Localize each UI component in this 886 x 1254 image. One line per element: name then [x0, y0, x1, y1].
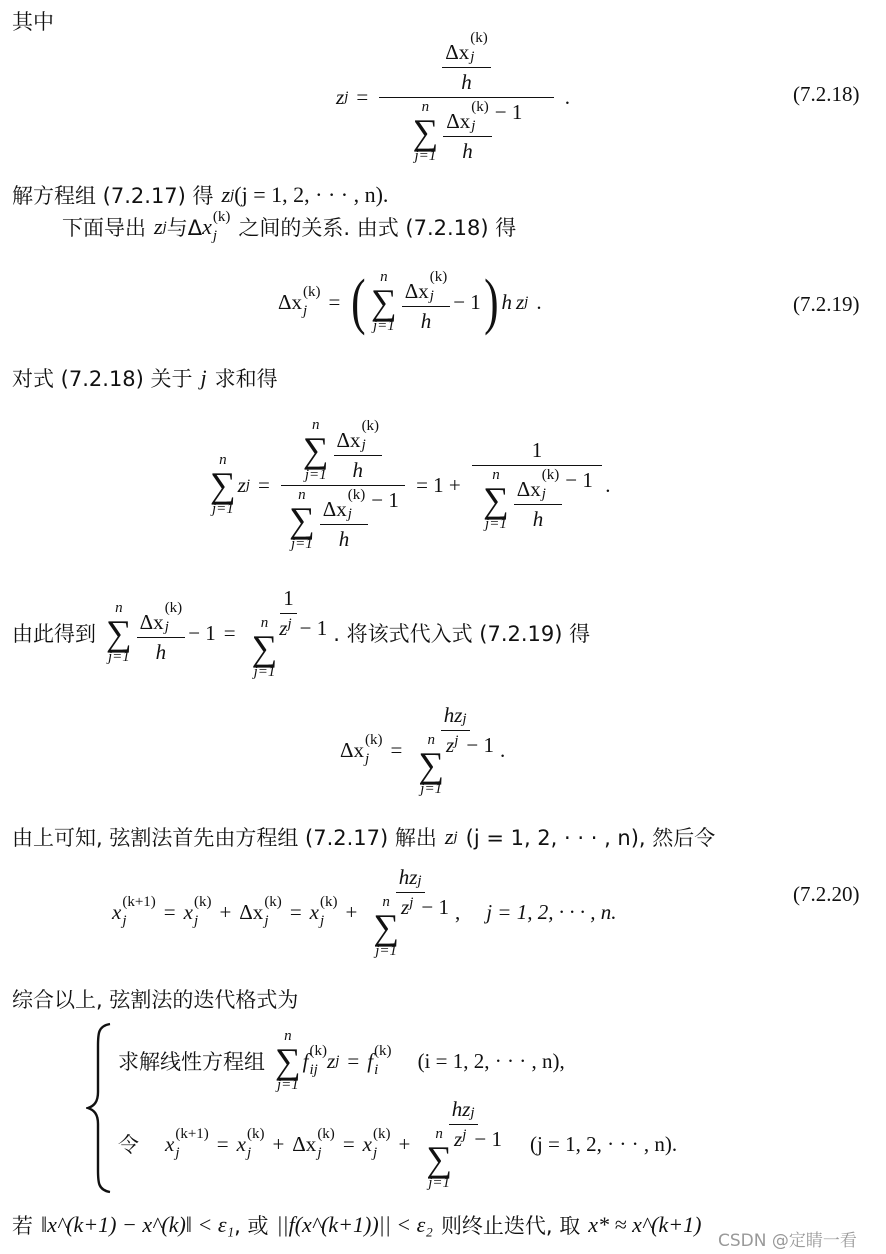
equation-iteration: [165, 1097, 677, 1191]
sum-lower: j=1: [428, 1175, 451, 1192]
summation: n ∑ j=1: [373, 893, 399, 960]
sum-lower: j=1: [375, 943, 398, 960]
equals-sign: =: [347, 1048, 360, 1073]
hz-symbol: hz: [443, 702, 463, 727]
h-symbol: h: [461, 69, 472, 94]
approx-solution: x* ≈ x^(k+1): [588, 1212, 702, 1237]
superscript-k: (k): [246, 1126, 265, 1142]
subscript-j: j: [361, 436, 366, 453]
sum-upper: n: [492, 466, 500, 483]
equals-sign: =: [258, 472, 270, 497]
superscript-k1: (k+1): [122, 894, 156, 910]
left-brace-icon: [86, 1022, 114, 1194]
x-symbol: x: [183, 899, 193, 924]
delta-x: Δx: [516, 476, 541, 501]
plus-sign: +: [272, 1131, 285, 1156]
superscript-k: (k): [429, 269, 448, 285]
case2-tail: (j = 1, 2, · · · , n).: [529, 1131, 678, 1156]
h-symbol: h: [501, 289, 512, 314]
minus-one: − 1: [299, 615, 328, 640]
sum-upper: n: [435, 1125, 443, 1142]
delta-x: Δx: [445, 39, 470, 64]
summation: n ∑ j=1: [106, 599, 132, 666]
f-symbol: f: [367, 1048, 374, 1073]
sum-lower: j=1: [304, 466, 327, 483]
equals-sign: =: [289, 899, 302, 924]
fraction-delta-over-h: [137, 601, 186, 665]
stop-condition-1: ‖x^(k+1) − x^(k)‖ < ε₁: [41, 1212, 235, 1237]
subscript-j: j: [409, 894, 414, 911]
equation-7-2-19: [278, 262, 542, 342]
plus-sign: +: [398, 1131, 411, 1156]
subscript-j: j: [470, 48, 475, 65]
superscript-k: (k): [264, 894, 282, 910]
h-symbol: h: [155, 640, 167, 664]
x-symbol: x: [236, 1131, 246, 1156]
hz-symbol: hz: [398, 864, 418, 889]
index-range: j = 1, 2, · · · , n.: [486, 899, 617, 924]
summation: n ∑ j=1: [289, 486, 315, 552]
z-symbol: z: [444, 824, 454, 849]
delta-x: Δx: [322, 496, 347, 521]
subscript-j: j: [365, 751, 370, 767]
subscript-j: j: [429, 288, 434, 304]
minus-one: − 1: [474, 1126, 502, 1151]
subscript-j: j: [245, 476, 251, 493]
comma: ,: [454, 899, 461, 924]
z-symbol: z: [154, 214, 163, 239]
minus-one: − 1: [371, 487, 399, 512]
subscript-j: j: [471, 117, 476, 134]
superscript-k: (k): [164, 600, 183, 616]
equals-sign: =: [223, 620, 236, 645]
x-symbol: x: [309, 899, 319, 924]
subscript-j: j: [372, 1145, 378, 1161]
sum-upper: n: [421, 98, 430, 115]
text-youshang-head: 由上可知, 弦割法首先由方程组 (7.2.17) 解出: [12, 826, 437, 850]
subscript-j: j: [541, 485, 546, 502]
text-xiamian-mid: 与Δ: [166, 216, 203, 240]
case1-tail: (i = 1, 2, · · · , n),: [417, 1048, 565, 1073]
equals-sign: =: [328, 289, 341, 314]
subscript-j: j: [287, 615, 292, 632]
subscript-j: j: [122, 913, 127, 929]
subscript-ij: ij: [309, 1062, 318, 1078]
superscript-k: (k): [365, 732, 383, 748]
superscript-k: (k): [212, 209, 231, 225]
subscript-j: j: [246, 1145, 252, 1161]
subscript-j: j: [417, 872, 422, 889]
case-line-1: [118, 1026, 565, 1096]
z-symbol: z: [279, 615, 288, 640]
plus-sign: +: [219, 899, 232, 924]
equals-sign: =: [216, 1131, 229, 1156]
sum-upper: n: [298, 486, 306, 503]
equals-sign: =: [390, 737, 403, 762]
superscript-k: (k): [471, 98, 489, 115]
x-symbol: x: [112, 899, 122, 924]
z-symbol: z: [446, 732, 455, 757]
text-dui-tail: 求和得: [214, 367, 278, 391]
left-paren: (: [351, 268, 366, 336]
case2-label: 令: [118, 1133, 139, 1157]
delta-x: Δx: [239, 899, 264, 924]
equation-7-2-20: [112, 862, 616, 962]
equation-delta-x: [340, 700, 505, 800]
subscript-i: i: [374, 1062, 379, 1078]
summation: n ∑ j=1: [412, 98, 439, 165]
equation-linear-system: [273, 1029, 565, 1093]
equals-sign: =: [163, 899, 176, 924]
delta-x: Δx: [340, 737, 365, 762]
right-paren: ): [483, 268, 499, 336]
numerator-one: 1: [472, 438, 603, 466]
text-last-line: [12, 1210, 701, 1240]
fraction-hz-over-sum: [413, 703, 497, 797]
text-huo: , 或: [234, 1214, 269, 1238]
equation-number-18: (7.2.18): [793, 82, 860, 106]
sum-upper: n: [260, 614, 269, 631]
summation: n ∑ j=1: [483, 466, 509, 533]
period: .: [605, 472, 611, 497]
fraction-delta-over-h: [514, 468, 563, 532]
z-symbol: z: [515, 289, 525, 314]
delta-x: Δx: [336, 427, 361, 452]
subscript-j: j: [319, 913, 325, 929]
subscript-j: j: [524, 293, 529, 310]
summation: n ∑ j=1: [426, 1125, 452, 1192]
superscript-k: (k): [309, 1043, 328, 1059]
period: .: [499, 737, 506, 762]
superscript-k: (k): [193, 894, 212, 910]
sum-upper: n: [311, 417, 320, 434]
fraction-delta-over-h: [334, 419, 383, 483]
summation: n ∑ j=1: [302, 417, 329, 483]
z-symbol: z: [327, 1048, 336, 1073]
subscript-j: j: [264, 913, 269, 929]
subscript-j: j: [462, 710, 467, 727]
text-xiamian-head: 下面导出: [62, 216, 146, 240]
subscript-j: j: [175, 1145, 180, 1161]
equation-sum-zj: [208, 405, 611, 565]
h-symbol: h: [338, 526, 350, 551]
text-jie: [12, 180, 388, 210]
minus-one: − 1: [466, 732, 494, 757]
numerator-one: 1: [280, 586, 297, 614]
subscript-j: j: [303, 303, 308, 319]
period: .: [536, 289, 542, 314]
z-symbol: z: [336, 85, 345, 109]
sum-lower: j=1: [372, 318, 395, 335]
delta-x: Δx: [139, 610, 164, 634]
fraction-delta-over-h: [442, 31, 491, 95]
superscript-k: (k): [361, 417, 380, 434]
sum-lower: j=1: [107, 649, 130, 666]
text-youci: [12, 578, 590, 688]
text-youshang: [12, 822, 715, 852]
h-symbol: h: [462, 138, 473, 163]
text-youshang-tail: (j = 1, 2, · · · , n), 然后令: [465, 826, 716, 850]
f-symbol: f: [302, 1048, 309, 1073]
text-qizhong: 其中: [12, 10, 54, 34]
sum-upper: n: [284, 1027, 292, 1044]
equals-one-plus: = 1 +: [416, 472, 461, 497]
subscript-j: j: [212, 228, 218, 244]
summation: n ∑ j=1: [275, 1027, 301, 1094]
j-symbol: j: [200, 365, 207, 390]
summation: n ∑ j=1: [251, 614, 278, 681]
sum-upper: n: [427, 731, 435, 748]
text-xiamian-tail: 之间的关系. 由式 (7.2.18) 得: [238, 216, 517, 240]
superscript-k: (k): [470, 29, 488, 46]
delta-x: Δx: [278, 289, 303, 314]
z-symbol: z: [454, 1126, 463, 1151]
sum-lower: j=1: [485, 516, 507, 533]
case-line-2: [118, 1094, 677, 1194]
superscript-k: (k): [303, 284, 321, 300]
subscript-j: j: [193, 913, 199, 929]
summation: n ∑ j=1: [418, 731, 445, 798]
fraction-main: [379, 31, 554, 164]
subscript-j: j: [317, 1145, 322, 1161]
text-zonghe: 综合以上, 弦割法的迭代格式为: [12, 988, 299, 1012]
fraction-hz-over-sum: [421, 1097, 505, 1191]
superscript-k: (k): [347, 486, 366, 503]
superscript-k: (k): [319, 894, 338, 910]
sum-lower: j=1: [276, 1077, 299, 1094]
sum-lower: j=1: [211, 501, 234, 518]
equation-number-19: (7.2.19): [793, 292, 860, 316]
equation-number-20: (7.2.20): [793, 882, 860, 906]
minus-one: − 1: [421, 894, 449, 919]
z-symbol: z: [221, 182, 231, 207]
fraction-delta-over-h: [402, 270, 451, 334]
delta-x: Δx: [446, 108, 471, 133]
minus-one: − 1: [453, 289, 481, 314]
subscript-j: j: [335, 1052, 340, 1069]
z-symbol: z: [237, 472, 246, 497]
summation: n ∑ j=1: [210, 451, 236, 518]
sum-upper: n: [115, 599, 123, 616]
text-ruo: 若: [12, 1214, 33, 1238]
delta-x: Δx: [292, 1131, 317, 1156]
minus-one: − 1: [565, 467, 593, 492]
subscript-j: j: [453, 828, 458, 845]
superscript-k1: (k+1): [175, 1126, 209, 1142]
x-symbol: x: [165, 1131, 175, 1156]
equals-sign: =: [342, 1131, 355, 1156]
z-symbol: z: [401, 894, 410, 919]
fraction-delta-over-h: [443, 100, 492, 164]
subscript-j: j: [162, 218, 167, 235]
text-youci-head: 由此得到: [12, 622, 96, 646]
text-dui-head: 对式 (7.2.18) 关于: [12, 367, 193, 391]
fraction-delta-over-h: [320, 488, 369, 552]
subscript-j: j: [454, 732, 459, 749]
text-last-tail: 则终止迭代, 取: [440, 1214, 581, 1238]
subscript-j: j: [344, 89, 349, 105]
equation-7-2-18: [336, 30, 570, 165]
text-xiamian: 下面导出 z j 与Δ x (k) j 之间的关系. 由式 (7.2.18) 得: [62, 209, 517, 244]
watermark: CSDN @定睛一看: [718, 1231, 857, 1251]
text-jie-tail: (j = 1, 2, · · · , n).: [234, 182, 389, 207]
fraction-hz-over-sum: [368, 865, 452, 959]
superscript-k: (k): [372, 1126, 391, 1142]
h-symbol: h: [420, 309, 432, 333]
equation-inline-youci: [104, 586, 333, 680]
sum-upper: n: [219, 451, 227, 468]
sum-upper: n: [380, 268, 388, 285]
superscript-k: (k): [374, 1043, 392, 1059]
text-dui: [12, 363, 278, 393]
x-symbol: x: [362, 1131, 372, 1156]
superscript-k: (k): [317, 1126, 335, 1142]
sum-upper: n: [382, 893, 390, 910]
text-youci-tail: . 将该式代入式 (7.2.19) 得: [333, 622, 591, 646]
sum-lower: j=1: [253, 664, 276, 681]
equals-sign: =: [356, 85, 369, 109]
period: .: [564, 85, 570, 109]
sum-lower: j=1: [414, 148, 437, 165]
fraction-one-over: [472, 438, 603, 532]
hz-symbol: hz: [451, 1096, 471, 1121]
subscript-j: j: [230, 186, 235, 203]
minus-one: − 1: [188, 620, 216, 645]
summation: n ∑ j=1: [371, 268, 397, 335]
h-symbol: h: [532, 506, 544, 531]
minus-one: − 1: [494, 99, 523, 124]
delta-x: Δx: [404, 279, 429, 303]
subscript-j: j: [347, 505, 352, 522]
superscript-k: (k): [541, 466, 560, 483]
subscript-j: j: [164, 619, 169, 635]
stop-condition-2: ||f(x^(k+1))|| < ε₂: [276, 1212, 433, 1237]
sum-lower: j=1: [291, 535, 313, 552]
plus-sign: +: [345, 899, 358, 924]
case1-label: 求解线性方程组: [118, 1050, 265, 1074]
subscript-j: j: [462, 1126, 467, 1143]
sum-lower: j=1: [420, 781, 443, 798]
fraction-one-over-sum-z: [247, 586, 331, 680]
subscript-j: j: [470, 1104, 475, 1121]
fraction-big: [281, 418, 405, 551]
text-jie-head: 解方程组 (7.2.17) 得: [12, 184, 214, 208]
h-symbol: h: [352, 457, 364, 482]
